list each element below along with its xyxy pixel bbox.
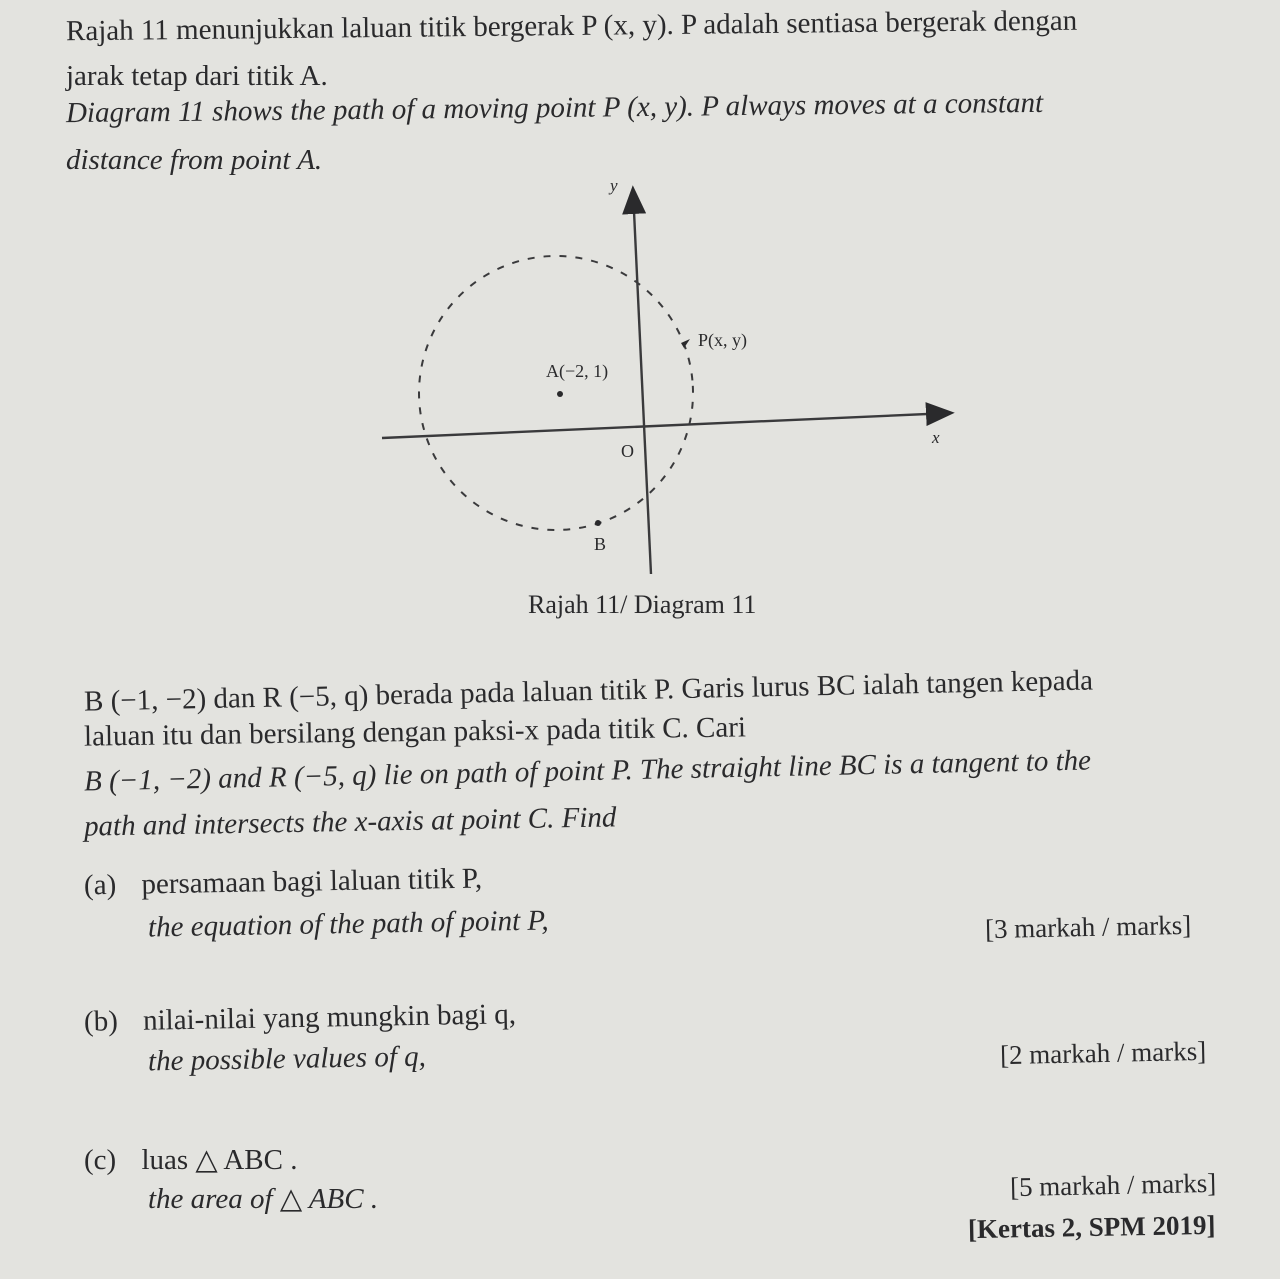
- point-b-dot: [595, 520, 601, 526]
- point-a-dot: [557, 391, 563, 397]
- circular-path: [412, 249, 700, 537]
- question-a-malay: [83, 862, 483, 902]
- question-b-malay: [84, 1000, 516, 1037]
- y-axis: [633, 190, 651, 574]
- intro-english-line-1: Diagram 11 shows the path of a moving point P (x, y). P always moves at a constant: [65, 86, 1044, 130]
- question-b-label: (b): [83, 1005, 119, 1038]
- x-axis-label: x: [932, 428, 940, 447]
- body-malay-line-1: B (−1, −2) dan R (−5, q) berada pada laluan titik P. Garis lurus BC ialah tangen kepada: [83, 664, 1094, 718]
- point-a-label: A(−2, 1): [546, 361, 609, 381]
- point-p-label: P(x, y): [698, 330, 747, 350]
- question-b-malay-text: nilai-nilai yang mungkin bagi q,: [142, 998, 517, 1037]
- origin-label: O: [621, 441, 634, 461]
- source-reference: [Kertas 2, SPM 2019]: [967, 1209, 1216, 1245]
- body-malay-line-2: laluan itu dan bersilang dengan paksi-x pada titik C. Cari: [83, 711, 747, 753]
- question-c-malay: [84, 1146, 297, 1175]
- intro-english-line-2: distance from point A.: [66, 144, 323, 176]
- x-axis: [382, 413, 950, 438]
- body-english-line-1: B (−1, −2) and R (−5, q) lie on path of point P. The straight line BC is a tangent to the: [83, 744, 1092, 798]
- intro-malay-line-2: jarak tetap dari titik A.: [66, 60, 328, 92]
- question-b-english: the possible values of q,: [147, 1040, 427, 1078]
- question-b-marks: [2 markah / marks]: [999, 1035, 1207, 1071]
- y-axis-label: y: [610, 176, 618, 195]
- question-a-label: (a): [83, 868, 117, 902]
- diagram-caption: Rajah 11/ Diagram 11: [528, 590, 757, 619]
- question-a-malay-text: persamaan bagi laluan titik P,: [141, 862, 483, 901]
- question-c-marks: [5 markah / marks]: [1009, 1167, 1217, 1203]
- question-c-english: the area of △ ABC .: [148, 1183, 379, 1215]
- question-c-malay-text: luas △ ABC .: [141, 1144, 298, 1176]
- question-a-english: the equation of the path of point P,: [147, 904, 549, 944]
- question-a-marks: [3 markah / marks]: [984, 909, 1192, 945]
- point-b-label: B: [594, 534, 607, 554]
- intro-malay-line-1: Rajah 11 menunjukkan laluan titik bergerak P (x, y). P adalah sentiasa bergerak dengan: [65, 4, 1078, 48]
- question-c-label: (c): [84, 1144, 117, 1176]
- body-english-line-2: path and intersects the x-axis at point C. Find: [83, 801, 617, 843]
